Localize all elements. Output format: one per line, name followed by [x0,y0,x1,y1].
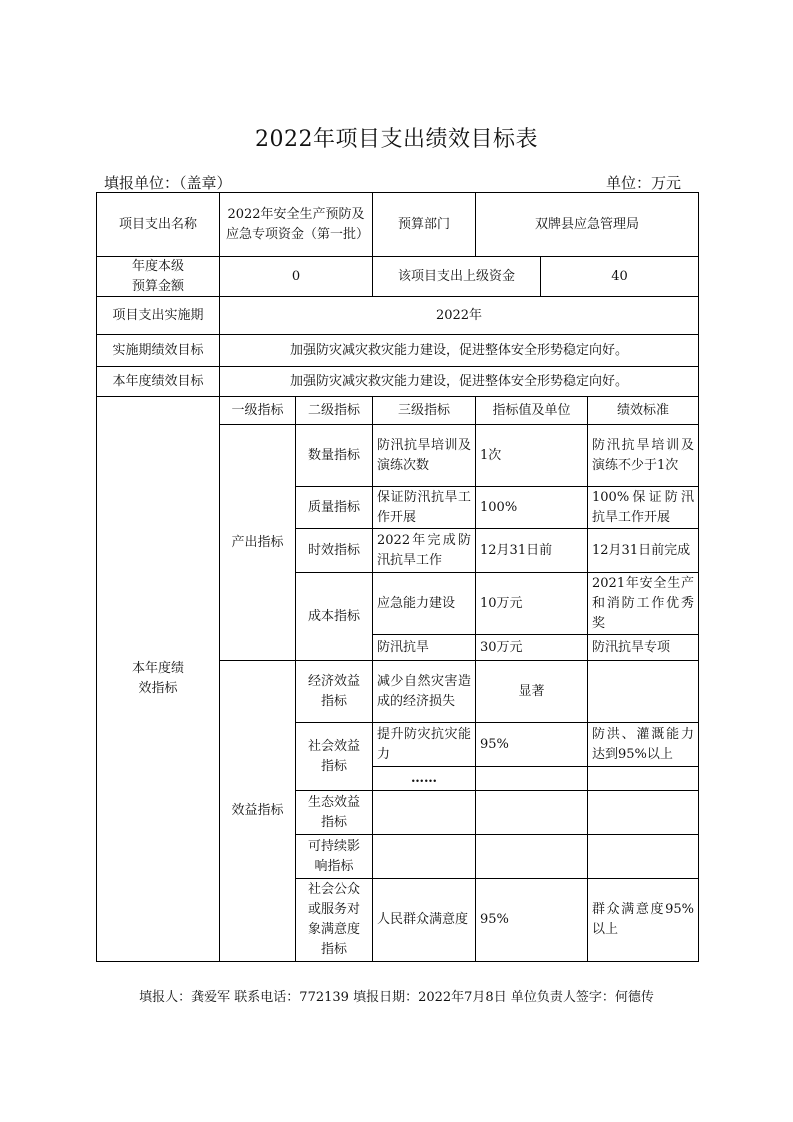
upper-funds-value: 40 [611,268,628,284]
table-row-l3 [373,835,475,878]
table-row-standard [588,767,698,790]
footer-info: 填报人：龚爱军 联系电话：772139 填报日期：2022年7月8日 单位负责人签字：何德传 [139,990,654,1005]
table-row-standard: 2021年安全生产和消防工作优秀奖 [592,575,694,631]
budget-dept-value: 双牌县应急管理局 [534,216,639,232]
table-row-standard: 防汛抗旱专项 [592,639,671,655]
project-name-value: 2022年安全生产预防及应急专项资金（第一批） [226,206,370,242]
table-row-l3: 人民群众满意度 [377,912,469,927]
table-row-value: 95% [480,736,509,752]
table-row-standard: 防汛抗旱培训及演练不少于1次 [592,437,694,473]
table-row-l3 [373,791,475,834]
table-row-l3: 防汛抗旱培训及演练次数 [377,437,471,473]
period-label: 项目支出实施期 [112,307,204,323]
table-row-l3: …… [411,770,437,786]
table-row-value [476,791,587,834]
table-row-l2: 时效指标 [307,542,360,558]
year-goal-value: 加强防灾减灾救灾能力建设，促进整体安全形势稳定向好。 [289,373,628,389]
table-row-standard: 防洪、灌溉能力达到95%以上 [592,726,694,762]
table-row-standard [588,661,698,722]
header-level1: 一级指标 [231,402,284,418]
table-row-l3: 2022年完成防汛抗旱工作 [377,532,471,568]
table-row-value [476,767,587,790]
page-title: 2022年项目支出绩效目标表 [255,127,538,152]
period-goal-value: 加强防灾减灾救灾能力建设，促进整体安全形势稳定向好。 [289,342,628,358]
table-row-standard: 群众满意度95%以上 [592,902,694,937]
table-row-l2: 社会效益指标 [307,738,360,774]
upper-funds-label: 该项目支出上级资金 [397,268,515,284]
table-row-value: 100% [480,499,518,515]
table-row-l2: 数量指标 [307,447,360,463]
money-unit-label: 单位：万元 [605,174,681,192]
table-row-l3: 防汛抗旱 [377,639,430,655]
table-row-l2: 经济效益指标 [307,673,360,709]
period-goal-label: 实施期绩效目标 [112,342,204,358]
table-row-value: 显著 [518,683,545,699]
annual-budget-value: 0 [291,268,301,284]
annual-indicators-label: 本年度绩效指标 [131,661,184,696]
table-row-l3: 保证防汛抗旱工作开展 [377,489,471,525]
table-row-value: 10万元 [480,595,523,611]
table-row-l3: 提升防灾抗灾能力 [377,726,471,762]
table-row-standard: 100%保证防汛抗旱工作开展 [592,489,694,525]
header-value: 指标值及单位 [492,402,571,418]
output-indicator-label: 产出指标 [231,534,284,550]
annual-budget-label: 年度本级预算金额 [131,258,184,294]
table-row-l2: 社会公众或服务对象满意度指标 [307,882,360,957]
table-row-value: 95% [480,912,509,927]
table-row-l2: 生态效益指标 [307,794,360,830]
table-row-standard [588,791,698,834]
period-value: 2022年 [435,307,483,323]
year-goal-label: 本年度绩效目标 [112,373,204,389]
table-row-l2: 可持续影响指标 [307,838,360,874]
table-row-standard [588,835,698,878]
header-level2: 二级指标 [307,402,360,418]
table-row-l2: 成本指标 [307,608,360,624]
table-row-l3: 应急能力建设 [377,595,456,611]
table-row-standard: 12月31日前完成 [592,542,691,558]
project-name-label: 项目支出名称 [118,216,197,232]
table-row-l2: 质量指标 [307,499,360,515]
fill-unit-label: 填报单位：（盖章） [104,174,232,192]
header-level3: 三级指标 [397,402,450,418]
table-row-value: 1次 [480,447,502,463]
benefit-indicator-label: 效益指标 [231,803,284,818]
table-row-value: 30万元 [480,639,523,655]
budget-dept-label: 预算部门 [397,216,450,232]
header-standard: 绩效标准 [616,402,669,418]
table-row-l3: 减少自然灾害造成的经济损失 [377,673,471,709]
table-row-value: 12月31日前 [480,542,553,558]
table-row-value [476,835,587,878]
